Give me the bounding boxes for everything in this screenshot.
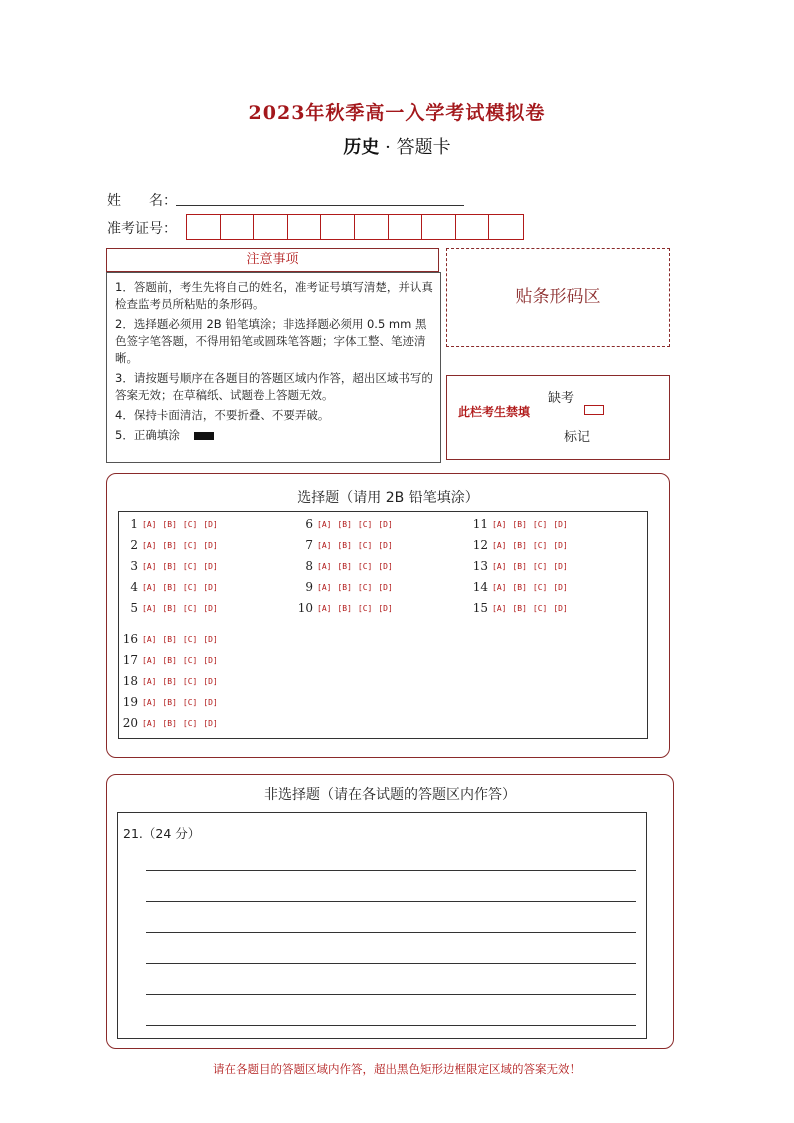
choice-question-16	[120, 632, 224, 646]
option-bubble-a[interactable]: [A]	[142, 520, 157, 529]
notice-item-3: 3．请按题号顺序在各题目的答题区域内作答，超出区域书写的答案无效；在草稿纸、试题卷上答题无效。	[115, 371, 433, 402]
question-number: 16	[122, 632, 138, 646]
question-number: 3	[130, 559, 138, 573]
option-bubble-d[interactable]: [D]	[203, 698, 218, 707]
option-bubble-d[interactable]: [D]	[203, 677, 218, 686]
choice-question-4	[120, 580, 224, 594]
id-digit-box[interactable]	[221, 215, 255, 239]
option-bubble-a[interactable]: [A]	[492, 604, 507, 613]
option-bubble-d[interactable]: [D]	[203, 656, 218, 665]
option-bubble-b[interactable]: [B]	[162, 635, 177, 644]
id-digit-box[interactable]	[355, 215, 389, 239]
option-bubble-c[interactable]: [C]	[182, 635, 198, 644]
option-bubble-a[interactable]: [A]	[142, 677, 157, 686]
card-label: 答题卡	[396, 137, 451, 158]
question-number: 17	[122, 653, 138, 667]
choice-question-1	[120, 517, 224, 531]
option-bubble-a[interactable]: [A]	[492, 583, 507, 592]
choice-question-13	[470, 559, 574, 573]
question-number: 20	[122, 716, 138, 730]
option-bubble-c[interactable]: [C]	[532, 541, 548, 550]
option-bubble-c[interactable]: [C]	[182, 656, 198, 665]
option-bubble-c[interactable]: [C]	[182, 541, 198, 550]
id-digit-box[interactable]	[389, 215, 423, 239]
option-bubble-d[interactable]: [D]	[378, 583, 393, 592]
option-bubble-b[interactable]: [B]	[162, 562, 177, 571]
option-bubble-b[interactable]: [B]	[162, 656, 177, 665]
absent-label-bottom: 标记	[564, 430, 591, 445]
option-bubble-a[interactable]: [A]	[142, 635, 157, 644]
question-number: 5	[130, 601, 138, 615]
option-bubble-d[interactable]: [D]	[553, 562, 568, 571]
subtitle-separator: ·	[379, 137, 397, 158]
question-number: 2	[130, 538, 138, 552]
option-bubble-a[interactable]: [A]	[492, 520, 507, 529]
option-bubble-b[interactable]: [B]	[337, 604, 352, 613]
answer-line[interactable]	[146, 1025, 636, 1026]
option-bubble-a[interactable]: [A]	[142, 656, 157, 665]
option-bubble-d[interactable]: [D]	[203, 541, 218, 550]
option-bubble-b[interactable]: [B]	[337, 562, 352, 571]
question-number: 11	[472, 517, 488, 531]
notice-item-2: 2．选择题必须用 2B 铅笔填涂；非选择题必须用 0.5 mm 黑色签字笔答题，不得用铅笔或圆珠笔答题；字体工整、笔迹清晰。	[115, 317, 427, 365]
option-bubble-d[interactable]: [D]	[553, 604, 568, 613]
question-number: 9	[305, 580, 313, 594]
option-bubble-d[interactable]: [D]	[553, 541, 568, 550]
option-bubble-a[interactable]: [A]	[492, 541, 507, 550]
choice-question-20	[120, 716, 224, 730]
question-number: 4	[130, 580, 138, 594]
essay-answer-box	[117, 812, 647, 1039]
option-bubble-d[interactable]: [D]	[203, 635, 218, 644]
notice-heading: 注意事项	[106, 248, 439, 272]
option-bubble-b[interactable]: [B]	[337, 583, 352, 592]
option-bubble-b[interactable]: [B]	[162, 719, 177, 728]
option-bubble-b[interactable]: [B]	[337, 541, 352, 550]
answer-line[interactable]	[146, 870, 636, 871]
option-bubble-b[interactable]: [B]	[162, 677, 177, 686]
choice-question-17	[120, 653, 224, 667]
option-bubble-c[interactable]: [C]	[182, 677, 198, 686]
option-bubble-d[interactable]: [D]	[203, 562, 218, 571]
option-bubble-a[interactable]: [A]	[142, 562, 157, 571]
option-bubble-b[interactable]: [B]	[512, 562, 527, 571]
correct-fill-label: 5．正确填涂	[115, 428, 180, 442]
option-bubble-a[interactable]: [A]	[317, 583, 332, 592]
choice-question-2	[120, 538, 224, 552]
option-bubble-c[interactable]: [C]	[532, 583, 548, 592]
option-bubble-d[interactable]: [D]	[378, 541, 393, 550]
absent-box	[446, 375, 670, 460]
choice-question-6	[295, 517, 399, 531]
answer-line[interactable]	[146, 901, 636, 902]
option-bubble-c[interactable]: [C]	[182, 520, 198, 529]
option-bubble-d[interactable]: [D]	[378, 604, 393, 613]
option-bubble-a[interactable]: [A]	[142, 604, 157, 613]
choice-question-14	[470, 580, 574, 594]
option-bubble-c[interactable]: [C]	[357, 541, 373, 550]
option-bubble-b[interactable]: [B]	[162, 604, 177, 613]
id-digit-box[interactable]	[489, 215, 523, 239]
option-bubble-c[interactable]: [C]	[532, 562, 548, 571]
question-number: 1	[130, 517, 138, 531]
option-bubble-b[interactable]: [B]	[512, 541, 527, 550]
option-bubble-a[interactable]: [A]	[142, 698, 157, 707]
option-bubble-c[interactable]: [C]	[182, 583, 198, 592]
option-bubble-b[interactable]: [B]	[512, 520, 527, 529]
option-bubble-c[interactable]: [C]	[182, 698, 198, 707]
option-bubble-a[interactable]: [A]	[317, 562, 332, 571]
option-bubble-c[interactable]: [C]	[357, 604, 373, 613]
question-number: 15	[472, 601, 488, 615]
answer-line[interactable]	[146, 932, 636, 933]
question-number: 13	[472, 559, 488, 573]
option-bubble-d[interactable]: [D]	[378, 520, 393, 529]
essay-section-title: 非选择题（请在各试题的答题区内作答）	[264, 787, 516, 803]
subject-name: 历史	[343, 137, 380, 158]
option-bubble-c[interactable]: [C]	[357, 520, 373, 529]
option-bubble-d[interactable]: [D]	[203, 604, 218, 613]
option-bubble-b[interactable]: [B]	[512, 604, 527, 613]
choice-question-7	[295, 538, 399, 552]
answer-line[interactable]	[146, 963, 636, 964]
id-digit-box[interactable]	[187, 215, 221, 239]
option-bubble-a[interactable]: [A]	[142, 583, 157, 592]
footer-warning: 请在各题目的答题区域内作答，超出黑色矩形边框限定区域的答案无效！	[213, 1062, 581, 1076]
notice-item-4: 4．保持卡面清洁，不要折叠、不要弄破。	[115, 408, 330, 422]
option-bubble-d[interactable]: [D]	[553, 583, 568, 592]
id-digit-box[interactable]	[456, 215, 490, 239]
id-label: 准考证号：	[107, 221, 177, 237]
exam-id-boxes[interactable]	[186, 214, 524, 240]
filled-mark-example	[194, 432, 214, 440]
option-bubble-c[interactable]: [C]	[182, 562, 198, 571]
card-subtitle	[0, 133, 794, 159]
option-bubble-b[interactable]: [B]	[162, 698, 177, 707]
question-number: 18	[122, 674, 138, 688]
notice-box	[106, 272, 441, 463]
question-number: 14	[472, 580, 488, 594]
choice-question-19	[120, 695, 224, 709]
choice-question-9	[295, 580, 399, 594]
option-bubble-a[interactable]: [A]	[492, 562, 507, 571]
exam-title: 2023年秋季高一入学考试模拟卷	[248, 102, 546, 124]
notice-item-5	[115, 427, 434, 444]
option-bubble-c[interactable]: [C]	[182, 719, 198, 728]
option-bubble-d[interactable]: [D]	[378, 562, 393, 571]
option-bubble-a[interactable]: [A]	[317, 604, 332, 613]
answer-line[interactable]	[146, 994, 636, 995]
option-bubble-c[interactable]: [C]	[532, 604, 548, 613]
option-bubble-d[interactable]: [D]	[203, 719, 218, 728]
name-field[interactable]	[176, 204, 464, 206]
question-number: 10	[297, 601, 313, 615]
option-bubble-b[interactable]: [B]	[337, 520, 352, 529]
option-bubble-b[interactable]: [B]	[162, 520, 177, 529]
option-bubble-c[interactable]: [C]	[357, 583, 373, 592]
option-bubble-a[interactable]: [A]	[317, 541, 332, 550]
option-bubble-c[interactable]: [C]	[532, 520, 548, 529]
question-number: 6	[305, 517, 313, 531]
choice-question-11	[470, 517, 574, 531]
choice-question-3	[120, 559, 224, 573]
choice-question-15	[470, 601, 574, 615]
choice-question-12	[470, 538, 574, 552]
option-bubble-b[interactable]: [B]	[512, 583, 527, 592]
option-bubble-a[interactable]: [A]	[317, 520, 332, 529]
choice-question-18	[120, 674, 224, 688]
option-bubble-b[interactable]: [B]	[162, 541, 177, 550]
barcode-label: 贴条形码区	[515, 287, 601, 307]
question-number: 8	[305, 559, 313, 573]
essay-question-label: 21.（24 分）	[123, 826, 201, 841]
absent-label-top: 缺考	[548, 391, 575, 406]
option-bubble-d[interactable]: [D]	[553, 520, 568, 529]
choice-question-8	[295, 559, 399, 573]
id-digit-box[interactable]	[321, 215, 355, 239]
choice-section-title: 选择题（请用 2B 铅笔填涂）	[297, 490, 479, 506]
option-bubble-a[interactable]: [A]	[142, 719, 157, 728]
option-bubble-b[interactable]: [B]	[162, 583, 177, 592]
question-number: 7	[305, 538, 313, 552]
choice-question-10	[295, 601, 399, 615]
option-bubble-c[interactable]: [C]	[357, 562, 373, 571]
notice-item-1: 1．答题前，考生先将自己的姓名，准考证号填写清楚，并认真检查监考员所粘贴的条形码。	[115, 280, 433, 311]
barcode-area	[446, 248, 670, 347]
question-number: 12	[472, 538, 488, 552]
name-label: 姓 名：	[107, 193, 177, 209]
absent-warning: 此栏考生禁填	[458, 405, 531, 419]
option-bubble-d[interactable]: [D]	[203, 583, 218, 592]
question-number: 19	[122, 695, 138, 709]
id-digit-box[interactable]	[254, 215, 288, 239]
option-bubble-d[interactable]: [D]	[203, 520, 218, 529]
option-bubble-c[interactable]: [C]	[182, 604, 198, 613]
id-digit-box[interactable]	[422, 215, 456, 239]
option-bubble-a[interactable]: [A]	[142, 541, 157, 550]
id-digit-box[interactable]	[288, 215, 322, 239]
choice-question-5	[120, 601, 224, 615]
absent-mark-box[interactable]	[584, 405, 604, 415]
